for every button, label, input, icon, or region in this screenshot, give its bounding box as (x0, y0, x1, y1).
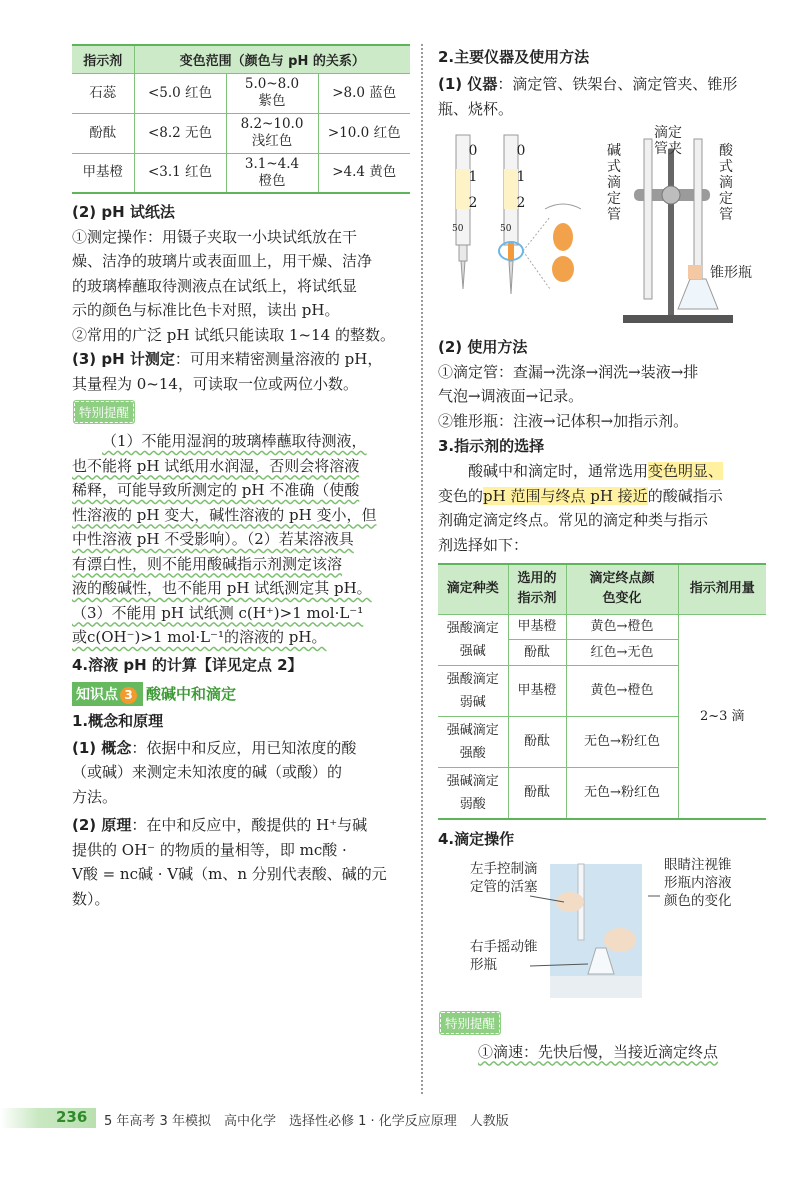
left-column (72, 44, 410, 911)
tip-line: （1）不能用湿润的玻璃棒蘸取待测液， (102, 432, 367, 450)
tip-line: 有漂白性，则不能用酸碱指示剂测定该溶 (72, 554, 343, 573)
paragraph-text: 变色的 (438, 486, 484, 505)
right-column (438, 44, 768, 1064)
table-cell: 酚酞 (508, 640, 566, 666)
ph-meter-line (72, 347, 410, 372)
table-cell: 酚酞 (508, 767, 566, 819)
page-footer (0, 1104, 800, 1132)
stand-rod (668, 149, 674, 319)
tip-line: 稀释，可能导致所测定的 pH 不准确（使酸 (72, 481, 360, 499)
paragraph-line: 数）。 (72, 889, 110, 908)
table-cell: 强酸滴定弱碱 (438, 665, 508, 716)
instruments-label: (1) 仪器 (438, 75, 498, 93)
titration-table (438, 563, 766, 820)
paragraph-line: 燥、洁净的玻璃片或表面皿上，用干燥、洁净 (72, 252, 373, 270)
table-cell: <3.1 红色 (134, 153, 226, 193)
scale-label: 1 (516, 169, 526, 185)
page-number: 236 (56, 1108, 88, 1126)
paragraph-line: （或碱）来测定未知浓度的碱（或酸）的 (72, 763, 343, 781)
paragraph-line: 提供的 OH⁻ 的物质的量相等，即 mc酸 · (72, 840, 347, 859)
kp-number-badge: 3 (120, 687, 137, 704)
table-header: 选用的指示剂 (508, 564, 566, 614)
paragraph-line: 剂确定滴定终点。常见的滴定种类与指示 (438, 511, 709, 529)
table-cell: 强碱滴定强酸 (438, 716, 508, 767)
ph-paper-heading: (2) pH 试纸法 (72, 203, 175, 221)
base-buret-rubber (459, 245, 467, 261)
table-header: 滴定终点颜色变化 (566, 564, 678, 614)
column-divider (421, 44, 423, 1094)
zoom-line (523, 217, 550, 251)
section-heading: 4.滴定操作 (438, 829, 515, 848)
table-cell: >8.0 蓝色 (318, 73, 410, 113)
paragraph-line: V酸 = nc碱 · V碱（m、n 分别代表酸、碱的元 (72, 865, 387, 883)
paragraph-line: 其量程为 0~14，可读取一位或两位小数。 (72, 374, 358, 393)
right-hand (604, 928, 636, 952)
paragraph-line: 示的颜色与标准比色卡对照，读出 pH。 (72, 301, 340, 319)
table-row (438, 614, 766, 640)
table-cell: <5.0 红色 (134, 73, 226, 113)
table-cell: 无色→粉红色 (566, 767, 678, 819)
table-cell: 强酸滴定强碱 (438, 614, 508, 665)
titration-operation-figure (438, 856, 768, 1006)
table-cell: >10.0 红色 (318, 113, 410, 153)
tip-line: ①滴速：先快后慢，当接近滴定终点 (478, 1042, 719, 1061)
tip-line: 中性溶液 pH 不受影响）。（2）若某溶液具 (72, 530, 354, 548)
base-buret-label: 碱式滴定管 (607, 143, 621, 223)
table-cell: 红色→无色 (566, 640, 678, 666)
scale-label: 2 (516, 195, 526, 211)
table-row (72, 73, 410, 113)
left-hand-label: 左手控制滴定管的活塞 (470, 860, 538, 895)
table-cell: 8.2~10.0 浅红色 (226, 113, 318, 153)
footer-text: 5 年高考 3 年模拟 高中化学 选择性必修 1 · 化学反应原理 人教版 (104, 1114, 509, 1129)
table-cell: 甲基橙 (508, 614, 566, 640)
table-header: 指示剂用量 (678, 564, 766, 614)
section-heading: 1.概念和原理 (72, 711, 164, 730)
table-cell: 黄色→橙色 (566, 614, 678, 640)
rubber-bead (553, 223, 573, 251)
base-buret-tip (461, 261, 465, 289)
table-header: 指示剂 (72, 45, 134, 73)
table-cell: 2~3 滴 (678, 614, 766, 819)
scale-label: 2 (468, 195, 478, 211)
section-heading: 4.溶液 pH 的计算【详见定点 2】 (72, 655, 303, 674)
concept-label: (1) 概念 (72, 738, 132, 757)
table-cell: 黄色→橙色 (566, 665, 678, 716)
acid-buret-label: 酸式滴定管 (719, 143, 733, 223)
tip-line: 液的酸碱性，也不能用 pH 试纸测定其 pH。 (72, 579, 372, 597)
kp-label: 知识点 3 (72, 682, 143, 706)
left-hand (556, 892, 584, 912)
section-heading: 2.主要仪器及使用方法 (438, 48, 590, 66)
table-row (72, 153, 410, 193)
flask-label: 锥形瓶 (710, 265, 752, 281)
conical-flask (678, 279, 718, 309)
paragraph-text: ：在中和反应中，酸提供的 H⁺与碱 (131, 816, 368, 834)
rubber-bead (552, 256, 574, 282)
table-cell: <8.2 无色 (134, 113, 226, 153)
paragraph-text: 的酸碱指示 (647, 486, 723, 505)
paragraph-line: 的玻璃棒蘸取待测液点在试纸上，将试纸显 (72, 276, 358, 295)
paragraph-text: 酸碱中和滴定时，通常选用 (468, 462, 649, 480)
table-cell: 无色→粉红色 (566, 716, 678, 767)
apparatus-figure (438, 125, 768, 329)
tip-block (72, 429, 410, 650)
section-heading: 3.指示剂的选择 (438, 437, 545, 455)
table-cell: 强碱滴定弱酸 (438, 767, 508, 819)
knowledge-point-header (72, 682, 236, 706)
paragraph-text: ：依据中和反应，用已知浓度的酸 (131, 738, 357, 757)
table-cell: >4.4 黄色 (318, 153, 410, 193)
zoom-line (523, 251, 550, 289)
paragraph-line: 瓶、烧杯。 (438, 99, 514, 118)
tip-line: 性溶液的 pH 变大，碱性溶液的 pH 变小，但 (72, 505, 377, 524)
table-cell: 甲基橙 (508, 665, 566, 716)
table-cell: 酚酞 (72, 113, 134, 153)
table-cell: 3.1~4.4 橙色 (226, 153, 318, 193)
table-cell: 石蕊 (72, 73, 134, 113)
acid-buret-stopcock (508, 243, 514, 259)
table-header: 滴定种类 (438, 564, 508, 614)
hand-outline (545, 204, 581, 209)
clamp-label: 滴定管夹 (654, 125, 682, 157)
hand (688, 265, 702, 279)
paragraph-line: ②锥形瓶：注液→记体积→加指示剂。 (438, 411, 689, 430)
ph-meter-label: (3) pH 计测定 (72, 350, 175, 368)
acid-buret-tip (509, 261, 513, 294)
paragraph-line: 剂选择如下： (438, 535, 529, 554)
usage-heading: (2) 使用方法 (438, 338, 528, 356)
table-cell: 5.0~8.0 紫色 (226, 73, 318, 113)
paragraph-line: ②常用的广泛 pH 试纸只能读取 1~14 的整数。 (72, 325, 395, 344)
eyes-label: 眼睛注视锥形瓶内溶液颜色的变化 (664, 856, 732, 909)
tip-line: 或c(OH⁻)>1 mol·L⁻¹的溶液的 pH。 (72, 628, 327, 646)
paragraph-line: 气泡→调液面→记录。 (438, 387, 584, 405)
right-hand-label: 右手摇动锥形瓶 (470, 938, 538, 973)
table-header-row (72, 45, 410, 73)
scale-label: 0 (468, 143, 478, 159)
paragraph-line: ①测定操作：用镊子夹取一小块试纸放在干 (72, 227, 358, 246)
tip-badge: 特别提醒 (440, 1012, 500, 1034)
tip-badge: 特别提醒 (74, 401, 134, 423)
tip-line: 也不能将 pH 试纸用水润湿，否则会将溶液 (72, 456, 360, 475)
table-row (72, 113, 410, 153)
stand-base (623, 315, 733, 323)
highlighted-text: pH 范围与终点 pH 接近 (483, 486, 648, 505)
scale-label: 1 (468, 169, 478, 185)
highlighted-text: 变色明显、 (648, 462, 724, 480)
table-header: 变色范围（颜色与 pH 的关系） (134, 45, 410, 73)
scale-label: 50 (452, 224, 464, 234)
table-cell: 酚酞 (508, 716, 566, 767)
table-header-row (438, 564, 766, 614)
paragraph-text: ：滴定管、铁架台、滴定管夹、锥形 (497, 75, 738, 93)
paragraph-line: 方法。 (72, 787, 118, 806)
clamp-knob (662, 186, 680, 204)
paragraph-text: ：可用来精密测量溶液的 pH， (174, 350, 383, 368)
paragraph-line: ①滴定管：查漏→洗涤→润洗→装液→排 (438, 362, 699, 381)
tip-line: （3）不能用 pH 试纸测 c(H⁺)>1 mol·L⁻¹ (72, 603, 364, 622)
scale-label: 50 (500, 224, 512, 234)
left-buret (644, 139, 652, 299)
kp-title: 酸碱中和滴定 (146, 685, 237, 703)
principle-label: (2) 原理 (72, 816, 132, 834)
photo-table (550, 976, 642, 998)
indicator-table (72, 44, 410, 194)
scale-label: 0 (516, 143, 526, 159)
table-cell: 甲基橙 (72, 153, 134, 193)
